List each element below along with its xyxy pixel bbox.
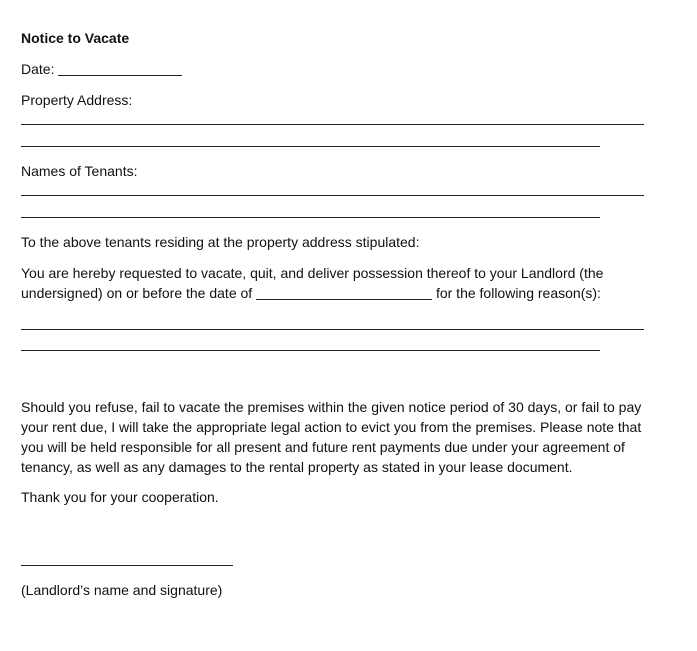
refusal-line-3: you will be held responsible for all present and future rent payments due under your agreement of (21, 439, 625, 455)
reason-blank-line-1[interactable] (21, 329, 644, 330)
date-label: Date: (21, 61, 55, 77)
request-line-1: You are hereby requested to vacate, quit, and deliver possession thereof to your Landlord (the (21, 265, 604, 281)
signature-caption: (Landlord’s name and signature) (21, 582, 223, 598)
thanks-text: Thank you for your cooperation. (21, 489, 219, 505)
request-line-2-start: undersigned) on or before the date of (21, 285, 253, 301)
tenants-blank-line-2[interactable] (21, 217, 600, 218)
request-line-2-end: for the following reason(s): (435, 285, 601, 301)
tenants-label: Names of Tenants: (21, 163, 138, 179)
date-blank-field[interactable] (58, 61, 182, 76)
document-title: Notice to Vacate (21, 30, 130, 46)
date-row (21, 59, 182, 79)
property-address-label: Property Address: (21, 92, 133, 108)
vacate-date-blank-field[interactable] (256, 285, 432, 300)
reason-blank-line-2[interactable] (21, 350, 600, 351)
residing-text: To the above tenants residing at the property address stipulated: (21, 234, 420, 250)
request-line-2 (21, 283, 601, 303)
property-address-blank-line-2[interactable] (21, 146, 600, 147)
property-address-blank-line-1[interactable] (21, 124, 644, 125)
tenants-blank-line-1[interactable] (21, 195, 644, 196)
refusal-line-4: tenancy, as well as any damages to the rental property as stated in your lease document. (21, 459, 573, 475)
refusal-line-1: Should you refuse, fail to vacate the premises within the given notice period of 30 days, or fail to pay (21, 399, 642, 415)
refusal-line-2: your rent due, I will take the appropriate legal action to evict you from the premises. Please note that (21, 419, 642, 435)
signature-blank-line[interactable] (21, 565, 233, 566)
